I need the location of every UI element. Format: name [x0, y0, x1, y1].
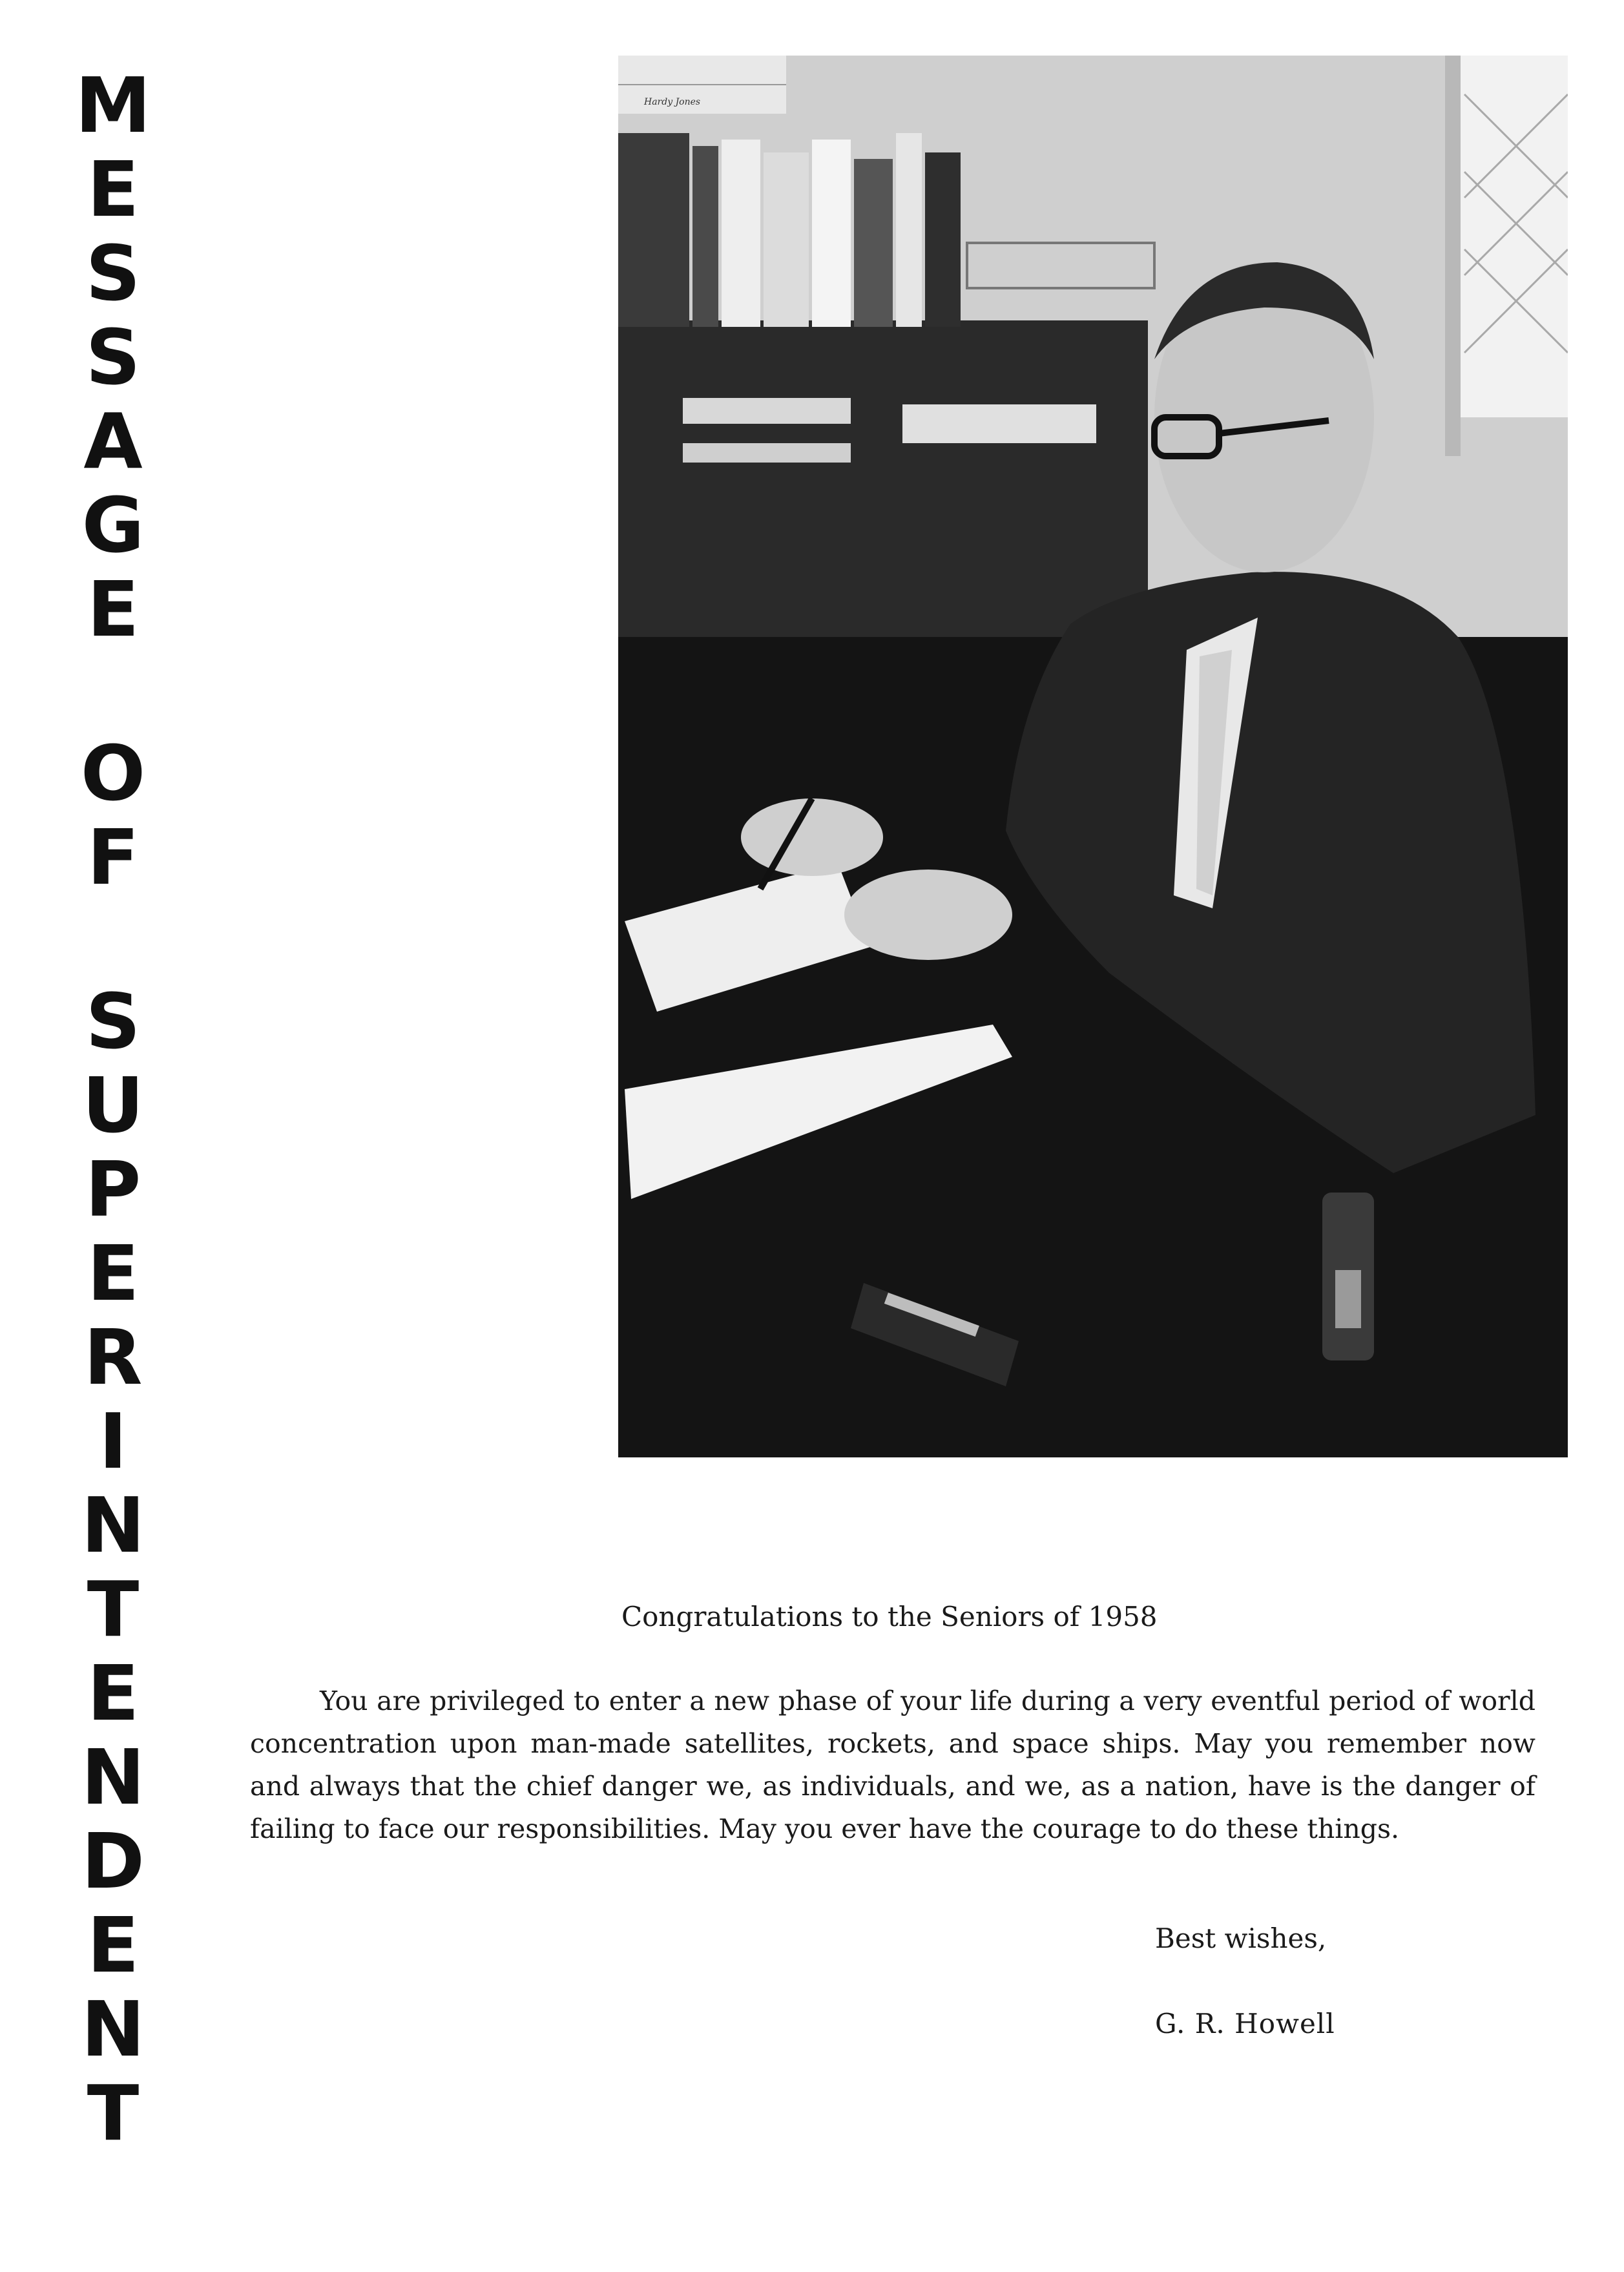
closing: Best wishes, — [1155, 1923, 1327, 1954]
photo-hand — [844, 870, 1012, 960]
title-letter: R — [83, 1313, 143, 1402]
title-letter: O — [80, 729, 146, 818]
title-letter: N — [81, 1985, 145, 2074]
title-letter: E — [87, 565, 140, 654]
photo-window — [1452, 56, 1568, 417]
title-letter: A — [83, 397, 143, 486]
title-letter: T — [87, 2069, 140, 2158]
title-word-of — [65, 729, 161, 902]
title-word-superintendent — [65, 977, 161, 2158]
title-letter: E — [87, 1901, 140, 1990]
title-letter: S — [85, 977, 141, 1066]
title-letter: U — [82, 1061, 144, 1150]
title-letter: E — [87, 1229, 140, 1318]
vertical-title — [65, 61, 161, 2158]
title-word-message — [65, 61, 161, 654]
title-letter: F — [87, 813, 140, 902]
title-letter: I — [99, 1397, 127, 1486]
message-body: You are privileged to enter a new phase of your life during a very eventful period of world concentration upon man-made satellites, rockets, and space ships. May you remember now and always that the chief danger we, as individuals, and we, as a nation, have is the danger of failing to face our responsibilities. May you ever have the courage to do these things. — [250, 1685, 1536, 1844]
photo-illustration — [618, 56, 1568, 1457]
title-letter: E — [87, 145, 140, 234]
title-letter: T — [87, 1565, 140, 1654]
photo-hand — [741, 798, 883, 876]
title-letter: P — [85, 1145, 141, 1234]
title-letter: N — [81, 1733, 145, 1822]
title-letter: S — [85, 313, 141, 402]
superintendent-photo — [618, 56, 1568, 1457]
title-letter: G — [81, 481, 145, 570]
signature: G. R. Howell — [1155, 2008, 1335, 2039]
photo-chart-label: Hardy Jones — [644, 97, 701, 107]
title-letter: D — [81, 1817, 145, 1906]
title-letter: S — [85, 229, 141, 318]
title-letter: N — [81, 1481, 145, 1570]
title-letter: M — [75, 61, 151, 150]
title-letter: E — [87, 1649, 140, 1738]
message-heading: Congratulations to the Seniors of 1958 — [621, 1601, 1158, 1632]
